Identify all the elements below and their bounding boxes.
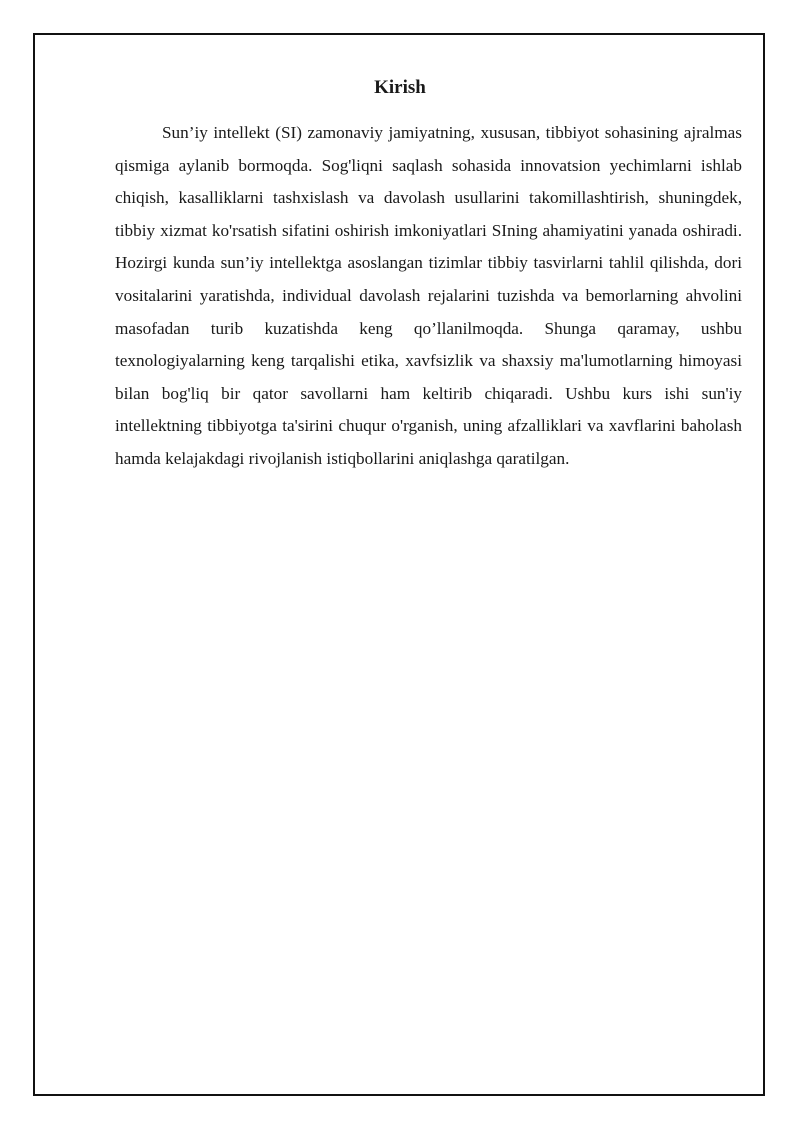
intro-paragraph: Sun’iy intellekt (SI) zamonaviy jamiyatning, xususan, tibbiyot sohasining ajralmas qismiga aylanib bormoqda. Sog'liqni saqlash sohasida innovatsion yechimlarni ishlab chiqish, kasalliklarni tashxislash va davolash usullarini takomillashtirish, shuningdek, tibbiy xizmat ko'rsatish sifatini oshirish imkoniyatlari SIning ahamiyatini yanada oshiradi. Hozirgi kunda sun’iy intellektga asoslangan tizimlar tibbiy tasvirlarni tahlil qilishda, dori vositalarini yaratishda, individual davolash rejalarini tuzishda va bemorlarning ahvolini masofadan turib kuzatishda keng qo’llanilmoqda. Shunga qaramay, ushbu texnologiyalarning keng tarqalishi etika, xavfsizlik va shaxsiy ma'lumotlarning himoyasi bilan bog'liq bir qator savollarni ham keltirib chiqaradi. Ushbu kurs ishi sun'iy intellektning tibbiyotga ta'sirini chuqur o'rganish, uning afzalliklari va xavflarini baholash hamda kelajakdagi rivojlanish istiqbollarini aniqlashga qaratilgan.: [115, 123, 742, 468]
section-heading: Kirish: [374, 77, 426, 98]
